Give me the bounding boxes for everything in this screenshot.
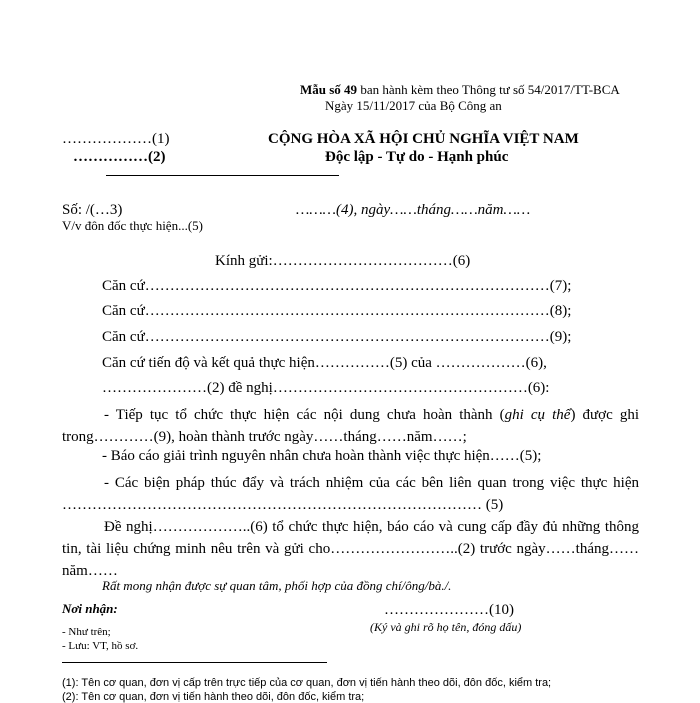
document-subject: V/v đôn đốc thực hiện...(5) — [62, 218, 203, 233]
agency-issuing: ……………(2) — [73, 149, 166, 165]
national-title: CỘNG HÒA XÃ HỘI CHỦ NGHĨA VIỆT NAM — [268, 131, 579, 147]
item1-prefix: - Tiếp tục tổ chức thực hiện các nội dung chưa hoàn thành ( — [104, 407, 505, 423]
recipient-item: - Lưu: VT, hồ sơ. — [62, 640, 139, 652]
closing-line: Rất mong nhận được sự quan tâm, phối hợp của đồng chí/ông/bà./. — [102, 578, 452, 593]
footnote-separator — [62, 662, 327, 663]
form-issued-date: Ngày 15/11/2017 của Bộ Công an — [325, 98, 502, 113]
footnote: (1): Tên cơ quan, đơn vị cấp trên trực tiếp của cơ quan, đơn vị tiến hành theo dõi, đôn đốc, kiểm tra; — [62, 677, 552, 689]
agency-superior: ………………(1) — [62, 131, 170, 147]
document-number: Số: /(…3) — [62, 202, 123, 218]
form-number: Mẫu số 49 — [300, 82, 358, 97]
signature-note: (Ký và ghi rõ họ tên, đóng dấu) — [370, 620, 522, 634]
item1-italic: ghi cụ thể — [504, 407, 571, 423]
place-date: ………(4), ngày……tháng……năm…… — [296, 202, 531, 218]
basis-line: …………………(2) đề nghị……………………………………………(6): — [102, 380, 550, 396]
recipients-title: Nơi nhận: — [62, 601, 118, 616]
agency-underline — [106, 175, 339, 176]
item-continue-implementation — [62, 404, 639, 448]
basis-line: Căn cứ………………………………………………………………………(9); — [102, 329, 572, 345]
national-motto: Độc lập - Tự do - Hạnh phúc — [325, 149, 509, 165]
form-reference — [300, 82, 620, 98]
recipient-item: - Như trên; — [62, 626, 111, 638]
signature-line: …………………(10) — [384, 602, 514, 618]
basis-line: Căn cứ tiến độ và kết quả thực hiện……………(5) của ………………(6), — [102, 355, 547, 371]
basis-line: Căn cứ………………………………………………………………………(7); — [102, 278, 572, 294]
item1-suffix: ) được ghi trong…………(9), hoàn thành trước ngày……tháng……năm……; — [62, 407, 639, 445]
footnote: (2): Tên cơ quan, đơn vị tiến hành theo dõi, đôn đốc, kiểm tra; — [62, 691, 365, 703]
basis-line: Căn cứ………………………………………………………………………(8); — [102, 303, 572, 319]
item-measures: - Các biện pháp thúc đẩy và trách nhiệm của các bên liên quan trong việc thực hiện ………………………………………………………………………… (5) — [62, 475, 639, 513]
request-paragraph: Đề nghị………………..(6) tổ chức thực hiện, báo cáo và cung cấp đầy đủ những thông tin, tài liệu chứng minh nêu trên và gửi cho……………………..(2) trước ngày……tháng……năm…… — [62, 519, 639, 579]
addressee: Kính gửi:………………………………(6) — [215, 253, 471, 269]
item-report-explanation: - Báo cáo giải trình nguyên nhân chưa hoàn thành việc thực hiện……(5); — [102, 448, 542, 464]
form-issued-with: ban hành kèm theo Thông tư số 54/2017/TT-BCA — [357, 82, 620, 97]
